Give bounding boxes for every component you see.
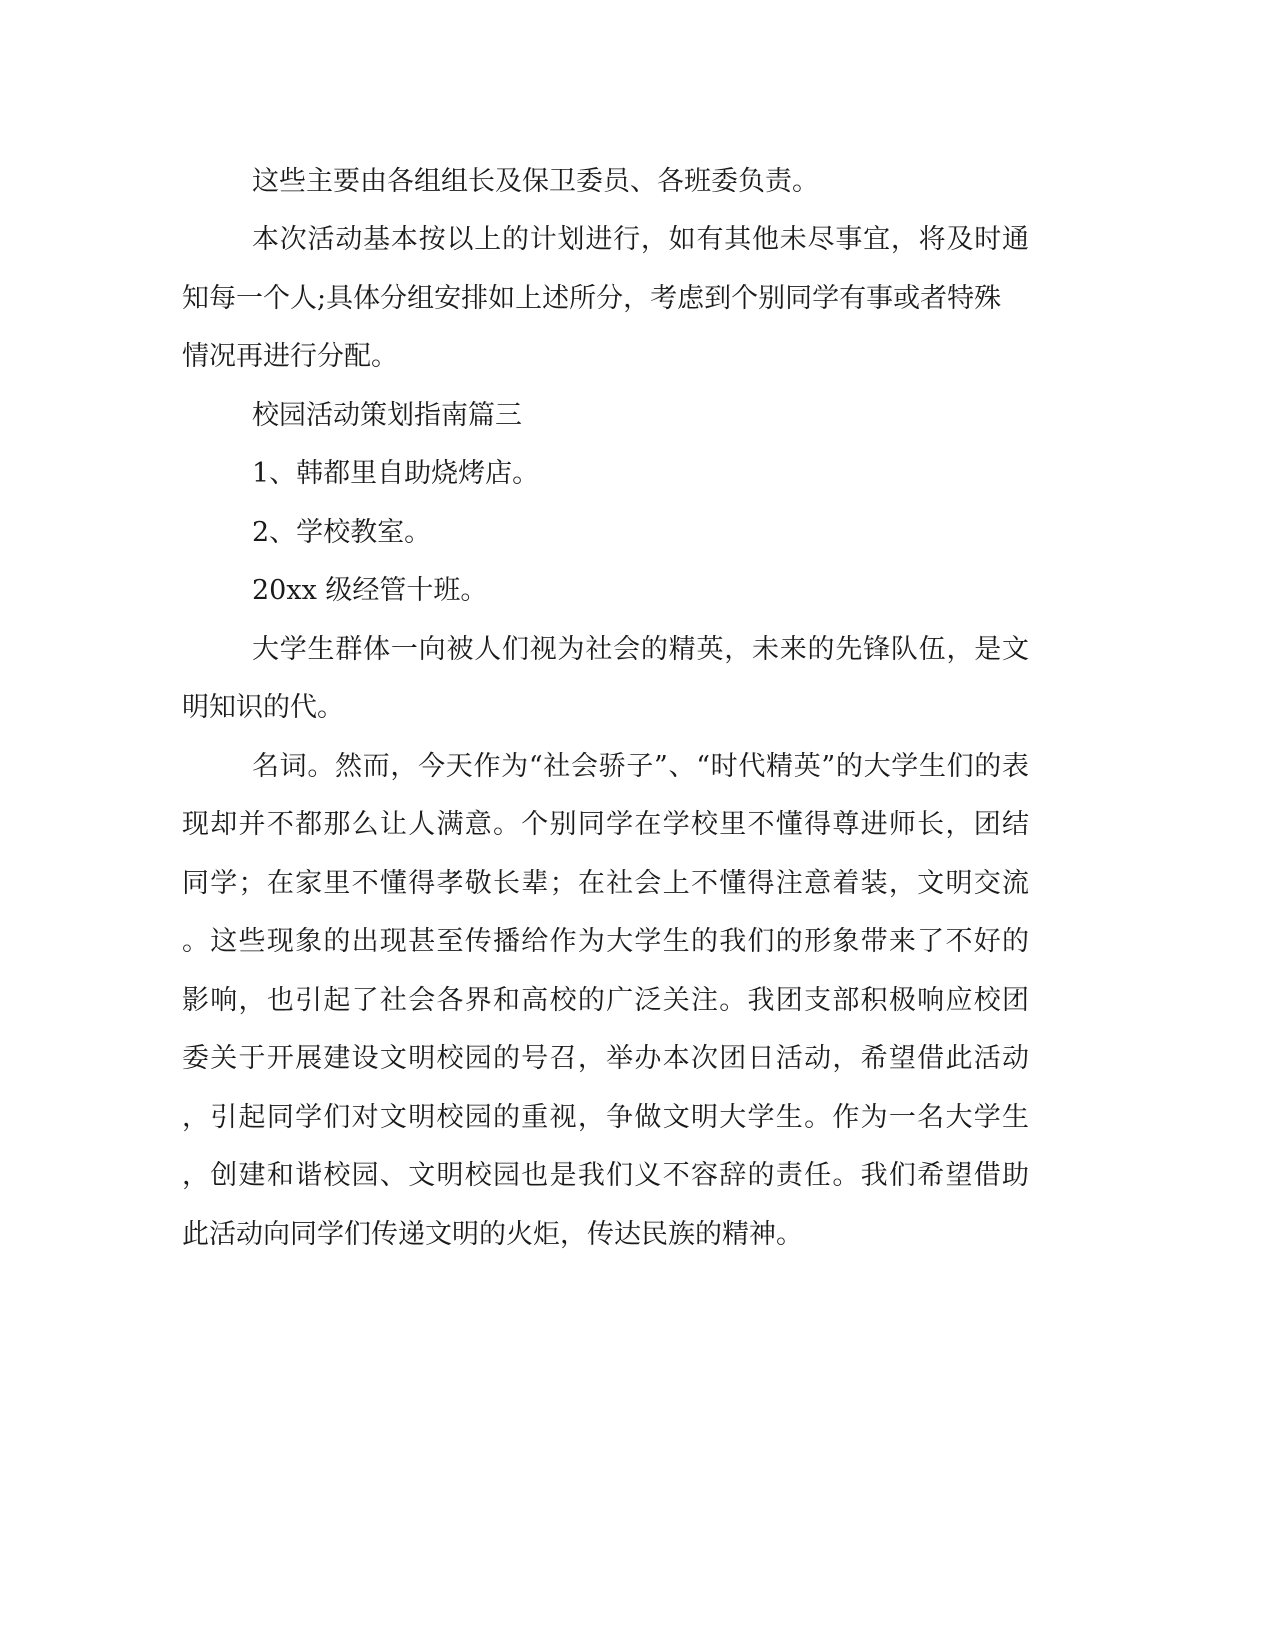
paragraph-2-line-3: 情况再进行分配。 (182, 341, 398, 372)
paragraph-8-line-9: 此活动向同学们传递文明的火炬，传达民族的精神。 (182, 1219, 803, 1250)
paragraph-7-line-1: 大学生群体一向被人们视为社会的精英，未来的先锋队伍，是文 (252, 634, 1029, 665)
list-item-1: 1、韩都里自助烧烤店。 (252, 458, 540, 489)
paragraph-8-line-8: ，创建和谐校园、文明校园也是我们义不容辞的责任。我们希望借助 (182, 1160, 1029, 1191)
paragraph-1-line-1: 这些主要由各组组长及保卫委员、各班委负责。 (252, 166, 819, 197)
section-heading: 校园活动策划指南篇三 (252, 400, 522, 431)
paragraph-8-line-1: 名词。然而，今天作为“社会骄子”、“时代精英”的大学生们的表 (252, 751, 1029, 782)
paragraph-8-line-3: 同学；在家里不懂得孝敬长辈；在社会上不懂得注意着装，文明交流 (182, 868, 1029, 899)
class-line: 20xx 级经管十班。 (252, 575, 488, 606)
paragraph-8-line-2: 现却并不都那么让人满意。个别同学在学校里不懂得尊进师长，团结 (182, 809, 1029, 840)
paragraph-2-line-2: 知每一个人;具体分组安排如上述所分，考虑到个别同学有事或者特殊 (182, 283, 1002, 314)
paragraph-8-line-5: 影响，也引起了社会各界和高校的广泛关注。我团支部积极响应校团 (182, 985, 1029, 1016)
paragraph-2-line-1: 本次活动基本按以上的计划进行，如有其他未尽事宜，将及时通 (252, 224, 1029, 255)
list-item-2: 2、学校教室。 (252, 517, 432, 548)
paragraph-8-line-4: 。这些现象的出现甚至传播给作为大学生的我们的形象带来了不好的 (182, 926, 1029, 957)
paragraph-8-line-6: 委关于开展建设文明校园的号召，举办本次团日活动，希望借此活动 (182, 1043, 1029, 1074)
paragraph-7-line-2: 明知识的代。 (182, 692, 344, 723)
paragraph-8-line-7: ，引起同学们对文明校园的重视，争做文明大学生。作为一名大学生 (182, 1102, 1029, 1133)
